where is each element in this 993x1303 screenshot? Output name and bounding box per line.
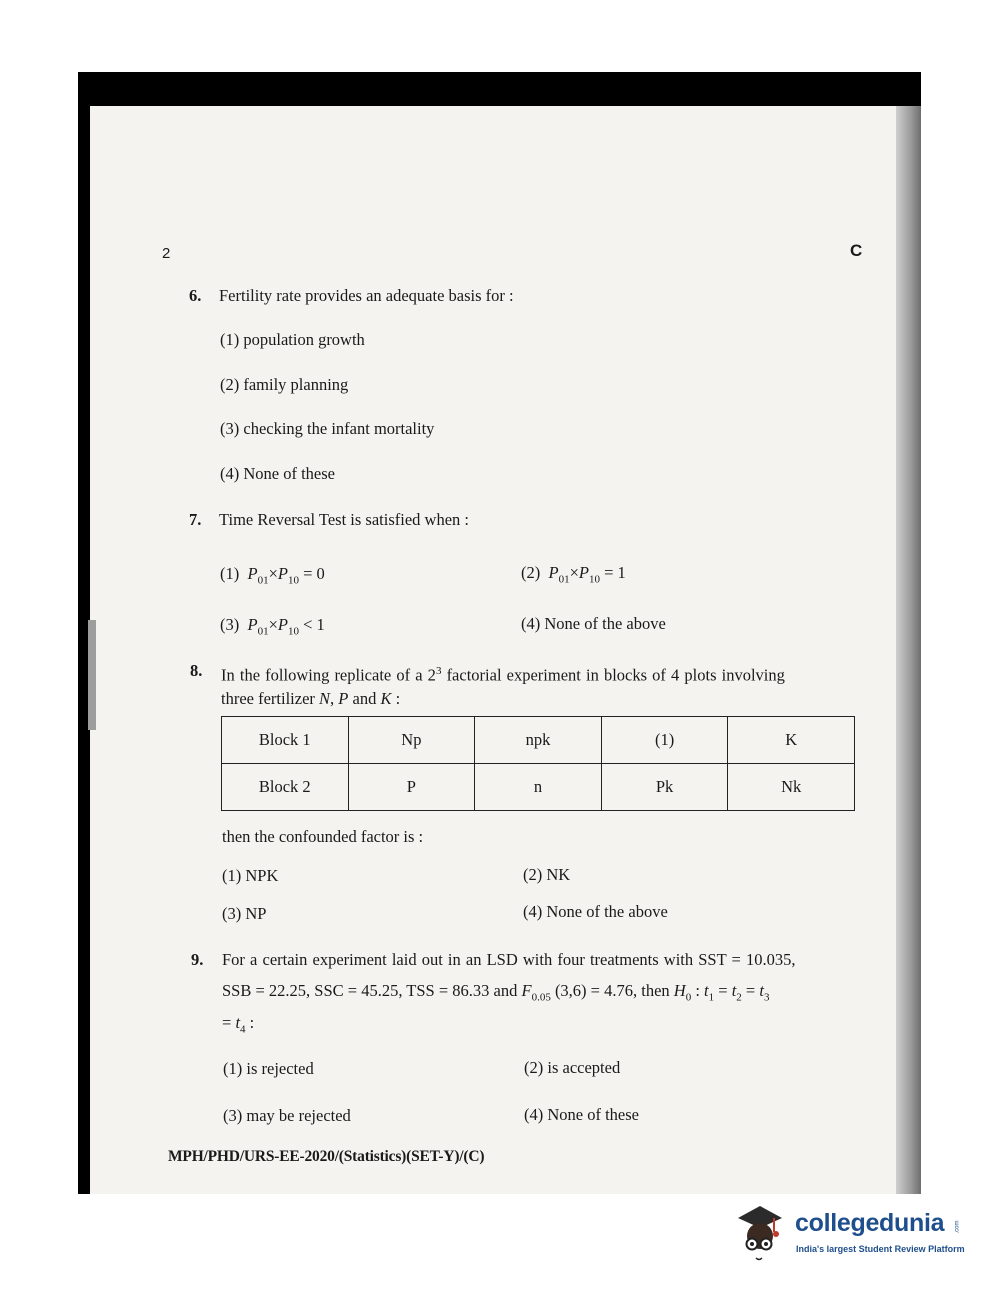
q9-option-2: (2) is accepted: [524, 1058, 621, 1077]
q7-option-1: (1) $P_{01}\times P_{10} = 0$: [220, 564, 325, 587]
table-cell: Nk: [728, 764, 855, 811]
table-cell: Pk: [601, 764, 728, 811]
q6-option-1: (1) population growth: [220, 330, 365, 349]
q8-stem-line1: In the following replicate of a $2^3$ factorial experiment in blocks of 4 plots involving: [221, 665, 785, 685]
binding-tab: [88, 620, 96, 730]
page-number: 2: [162, 245, 171, 262]
q8-option-3: (3) NP: [222, 904, 267, 923]
q6-stem: Fertility rate provides an adequate basis for :: [219, 286, 514, 305]
table-cell: (1): [601, 717, 728, 764]
q9-option-1: (1) is rejected: [223, 1059, 314, 1078]
q8-number: 8.: [190, 661, 203, 680]
q7-stem: Time Reversal Test is satisfied when :: [219, 510, 469, 529]
q9-option-3: (3) may be rejected: [223, 1106, 351, 1125]
q9-line1: For a certain experiment laid out in an LSD with four treatments with SST = 10.035,: [222, 950, 796, 969]
q8-option-1: (1) NPK: [222, 866, 279, 885]
q7-option-3: (3) $P_{01}\times P_{10} < 1$: [220, 615, 325, 638]
q8-follow-text: then the confounded factor is :: [222, 827, 424, 846]
q9-option-4: (4) None of these: [524, 1105, 640, 1124]
table-cell: Block 2: [222, 764, 349, 811]
q9-line2: SSB = 22.25, SSC = 45.25, TSS = 86.33 and $F_{0.05}$ (3,6) = 4.76, then $H_0$ : $t_1 = t_2 = t_3$: [222, 981, 770, 1004]
set-code: C: [850, 241, 863, 260]
logo-com: .com: [954, 1220, 961, 1234]
paper-footer-code: MPH/PHD/URS-EE-2020/(Statistics)(SET-Y)/(C): [168, 1148, 485, 1165]
logo-wordmark: collegedunia: [795, 1209, 945, 1237]
q6-option-3: (3) checking the infant mortality: [220, 419, 435, 438]
q9-line3: = $t_4$ :: [222, 1013, 255, 1036]
q8-option-4: (4) None of the above: [523, 902, 668, 921]
q8-stem-line2: three fertilizer N, P and K :: [221, 689, 401, 708]
logo-tagline: India's largest Student Review Platform: [796, 1244, 965, 1254]
q9-number: 9.: [191, 950, 204, 969]
table-row: [222, 717, 855, 764]
page-edge-shadow: [896, 106, 921, 1194]
q6-option-4: (4) None of these: [220, 464, 336, 483]
table-cell: K: [728, 717, 855, 764]
table-cell: P: [348, 764, 475, 811]
table-cell: npk: [475, 717, 602, 764]
q7-number: 7.: [189, 510, 202, 529]
table-cell: n: [475, 764, 602, 811]
q6-option-2: (2) family planning: [220, 375, 349, 394]
table-row: [222, 764, 855, 811]
table-cell: Np: [348, 717, 475, 764]
q7-option-4: (4) None of the above: [521, 614, 666, 633]
paper-sheet: [90, 106, 898, 1194]
table-cell: Block 1: [222, 717, 349, 764]
factorial-table: [221, 716, 855, 811]
q7-option-2: (2) $P_{01}\times P_{10} = 1$: [521, 563, 626, 586]
q8-option-2: (2) NK: [523, 865, 571, 884]
q6-number: 6.: [189, 286, 202, 305]
